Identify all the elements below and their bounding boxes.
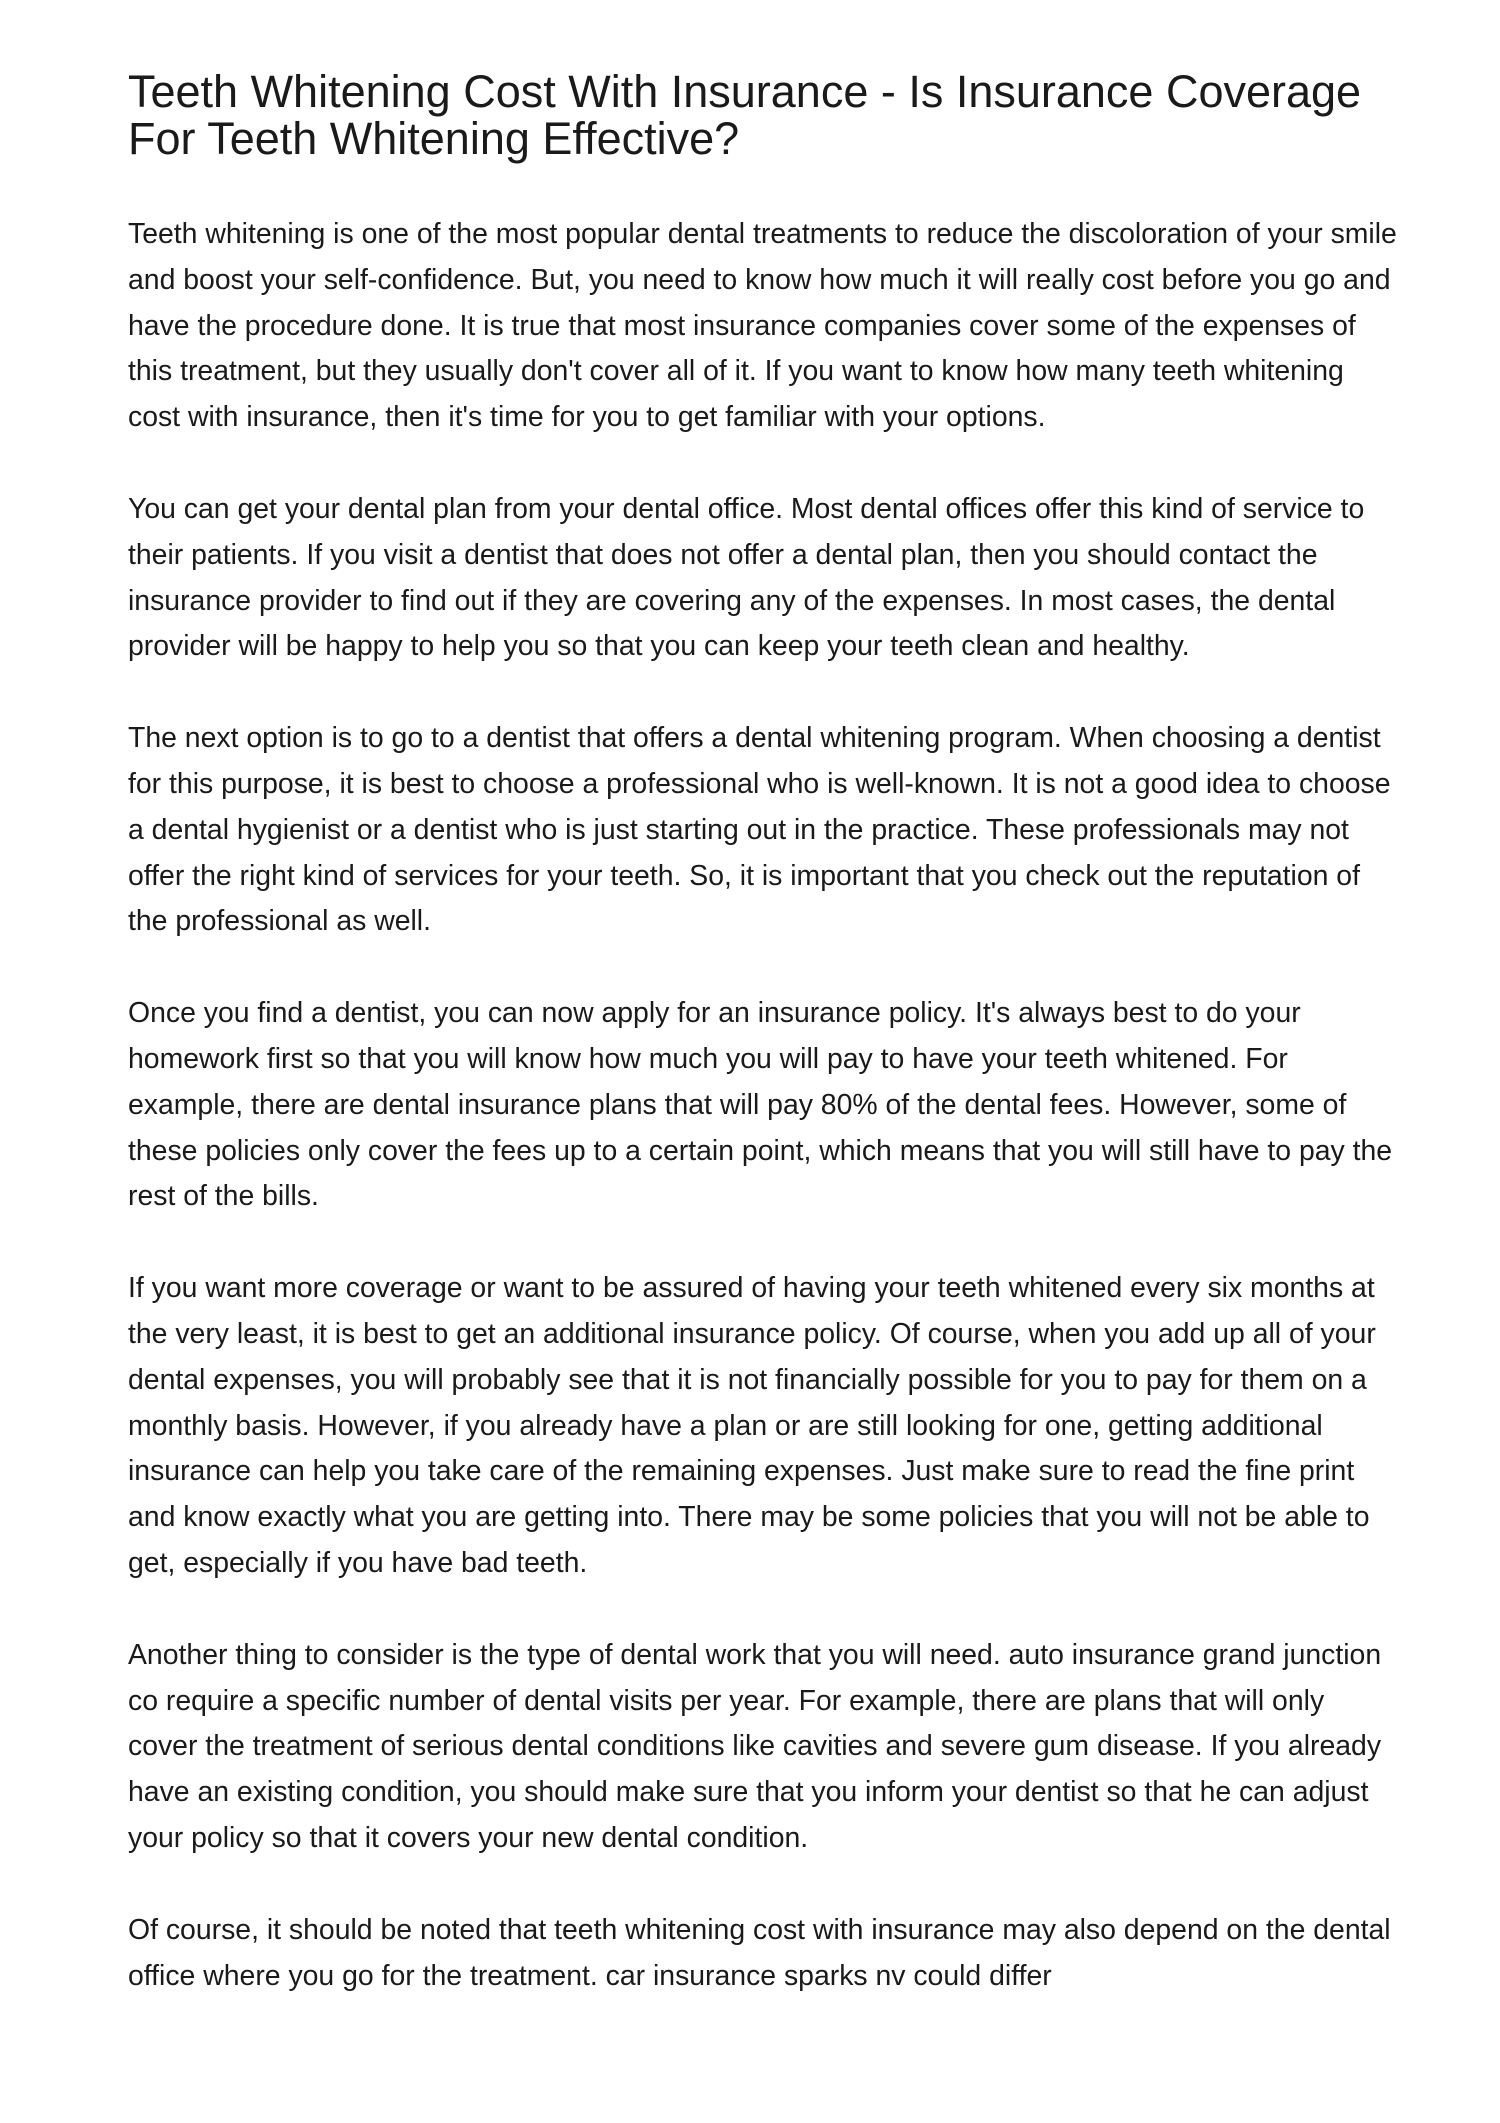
paragraph-2: You can get your dental plan from your dental office. Most dental offices offer this kind of service to their patients. If you visit a dentist that does not offer a dental plan, then you should contact the insurance provider to find out if they are covering any of the expenses. In most cases, the dental provider will be happy to help you so that you can keep your teeth clean and healthy. bbox=[128, 492, 1365, 663]
paragraph-5: If you want more coverage or want to be assured of having your teeth whitened every six months at the very least, it is best to get an additional insurance policy. Of course, when you add up all of your dental expenses, you will probably see that it is not financially possible for you to pay for them on a monthly basis. However, if you already have a plan or are still looking for one, getting additional insurance can help you take care of the remaining expenses. Just make sure to read the fine print and know exactly what you are getting into. There may be some policies that you will not be able to get, especially if you have bad teeth. bbox=[128, 1272, 1376, 1579]
document-page bbox=[128, 68, 1398, 2045]
paragraph-7: Of course, it should be noted that teeth whitening cost with insurance may also depend on the dental office where you go for the treatment. car insurance sparks nv could differ bbox=[128, 1913, 1391, 1992]
paragraph-6: Another thing to consider is the type of dental work that you will need. auto insurance grand junction co require a specific number of dental visits per year. For example, there are plans that will only cover the treatment of serious dental conditions like cavities and severe gum disease. If you already have an existing condition, you should make sure that you inform your dentist so that he can adjust your policy so that it covers your new dental condition. bbox=[128, 1638, 1382, 1854]
page-title: Teeth Whitening Cost With Insurance - Is Insurance Coverage For Teeth Whitening Effective? bbox=[128, 66, 1362, 164]
paragraph-1: Teeth whitening is one of the most popular dental treatments to reduce the discoloration of your smile and boost your self-confidence. But, you need to know how much it will really cost before you go and have the procedure done. It is true that most insurance companies cover some of the expenses of this treatment, but they usually don't cover all of it. If you want to know how many teeth whitening cost with insurance, then it's time for you to get familiar with your options. bbox=[128, 218, 1397, 434]
paragraph-3: The next option is to go to a dentist that offers a dental whitening program. When choosing a dentist for this purpose, it is best to choose a professional who is well-known. It is not a good idea to choose a dental hygienist or a dentist who is just starting out in the practice. These professionals may not offer the right kind of services for your teeth. So, it is important that you check out the reputation of the professional as well. bbox=[128, 722, 1391, 938]
paragraph-4: Once you find a dentist, you can now apply for an insurance policy. It's always best to do your homework first so that you will know how much you will pay to have your teeth whitened. For example, there are dental insurance plans that will pay 80% of the dental fees. However, some of these policies only cover the fees up to a certain point, which means that you will still have to pay the rest of the bills. bbox=[128, 997, 1393, 1213]
